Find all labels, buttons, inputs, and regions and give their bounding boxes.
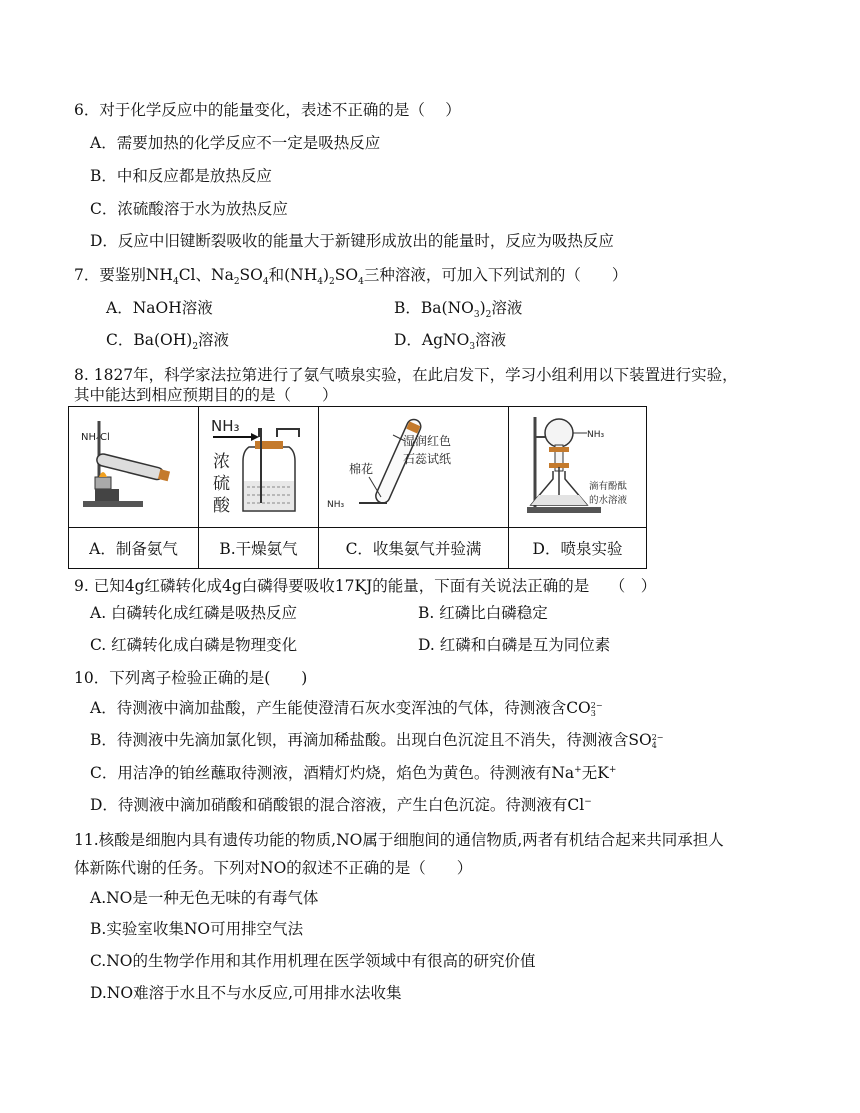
figure-d-cell [509, 407, 647, 528]
q7-option-b: B．$Ba(NO_3)_2$溶液 [394, 299, 523, 321]
q9-stem: 9. 已知4g红磷转化成4g白磷得要吸收17KJ的能量，下面有关说法正确的是 （ ） [74, 577, 657, 595]
caption-a: A．制备氨气 [69, 528, 199, 569]
q11-option-d: D.NO难溶于水且不与水反应,可用排水法收集 [90, 984, 402, 1002]
q10-option-b: B．待测液中先滴加氯化钡，再滴加稀盐酸。出现白色沉淀且不消失，待测液含SO 2− 4 [90, 731, 664, 750]
q11-option-a: A.NO是一种无色无味的有毒气体 [90, 889, 319, 907]
q6-stem: 6．对于化学反应中的能量变化，表述不正确的是（ ） [74, 101, 461, 119]
apparatus-table [68, 406, 647, 569]
q11-stem-line2: 体新陈代谢的任务。下列对NO的叙述不正确的是（ ） [74, 859, 473, 877]
q10-option-d: D．待测液中滴加硝酸和硝酸银的混合溶液，产生白色沉淀。待测液有Cl− [90, 796, 592, 814]
q8-stem-line2: 其中能达到相应预期目的的是（ ） [74, 386, 338, 404]
q6-option-d: D．反应中旧键断裂吸收的能量大于新键形成放出的能量时，反应为吸热反应 [90, 232, 614, 250]
q9-option-d: D. 红磷和白磷是互为同位素 [418, 636, 611, 654]
figure-d-gas-label: NH₃ [587, 430, 605, 440]
q11-option-c: C.NO的生物学作用和其作用机理在医学领域中有很高的研究价值 [90, 952, 536, 970]
figure-a-cell [69, 407, 199, 528]
figure-a-heating-apparatus [69, 407, 197, 523]
caption-d: D．喷泉实验 [509, 528, 647, 569]
q11-option-b: B.实验室收集NO可用排空气法 [90, 920, 304, 938]
figure-d-solution-label-1: 滴有酚酞 [589, 481, 628, 492]
q7-stem: 7．要鉴别$NH_4Cl$、$Na_2SO_4$和$(NH_4)_2SO_4$三种溶液，可加入下列试剂的（ ） [74, 266, 628, 288]
caption-b: B.干燥氨气 [199, 528, 319, 569]
q9-option-b: B. 红磷比白磷稳定 [418, 604, 548, 622]
figure-c-paper-label-2: 石蕊试纸 [403, 452, 452, 466]
q6-option-c: C．浓硫酸溶于水为放热反应 [90, 200, 288, 218]
figure-c-collection-apparatus [319, 407, 507, 523]
q6-option-a: A．需要加热的化学反应不一定是吸热反应 [90, 134, 381, 152]
figure-b-cell [199, 407, 319, 528]
q7-option-a: A．NaOH溶液 [106, 299, 213, 317]
figure-b-acid-char-3: 酸 [213, 496, 230, 516]
q8-stem-line1: 8. 1827年，科学家法拉第进行了氨气喷泉实验，在此启发下，学习小组利用以下装置进行实验， [74, 366, 738, 384]
figure-b-acid-char-2: 硫 [213, 474, 230, 494]
q9-option-c: C. 红磷转化成白磷是物理变化 [90, 636, 298, 654]
figure-a-label: NH₄Cl [81, 432, 110, 443]
figure-b-acid-char-1: 浓 [213, 452, 230, 472]
figure-d-fountain-apparatus [509, 407, 645, 523]
figure-b-gas-label: NH₃ [211, 417, 240, 435]
figure-b-gas-washing-bottle [199, 407, 317, 523]
q10-stem: 10．下列离子检验正确的是( ) [74, 669, 308, 687]
q7-option-d: D．AgNO$_3$溶液 [394, 331, 507, 353]
figure-c-cell [319, 407, 509, 528]
q10-option-c: C．用洁净的铂丝蘸取待测液，酒精灯灼烧，焰色为黄色。待测液有Na+无K+ [90, 764, 617, 782]
figure-c-cotton-label: 棉花 [349, 462, 374, 476]
q6-option-b: B．中和反应都是放热反应 [90, 167, 272, 185]
figure-d-solution-label-2: 的水溶液 [589, 495, 628, 506]
q9-option-a: A. 白磷转化成红磷是吸热反应 [90, 604, 298, 622]
caption-c: C．收集氨气并验满 [319, 528, 509, 569]
figure-c-paper-label-1: 湿润红色 [403, 434, 452, 448]
q11-stem-line1: 11.核酸是细胞内具有遗传功能的物质,NO属于细胞间的通信物质,两者有机结合起来共同承担人 [74, 831, 724, 849]
q7-option-c: C．$Ba(OH)_2$溶液 [106, 331, 230, 353]
q10-option-a: A．待测液中滴加盐酸，产生能使澄清石灰水变浑浊的气体，待测液含CO 2− 3 [90, 699, 603, 718]
figure-c-gas-label: NH₃ [327, 500, 345, 510]
